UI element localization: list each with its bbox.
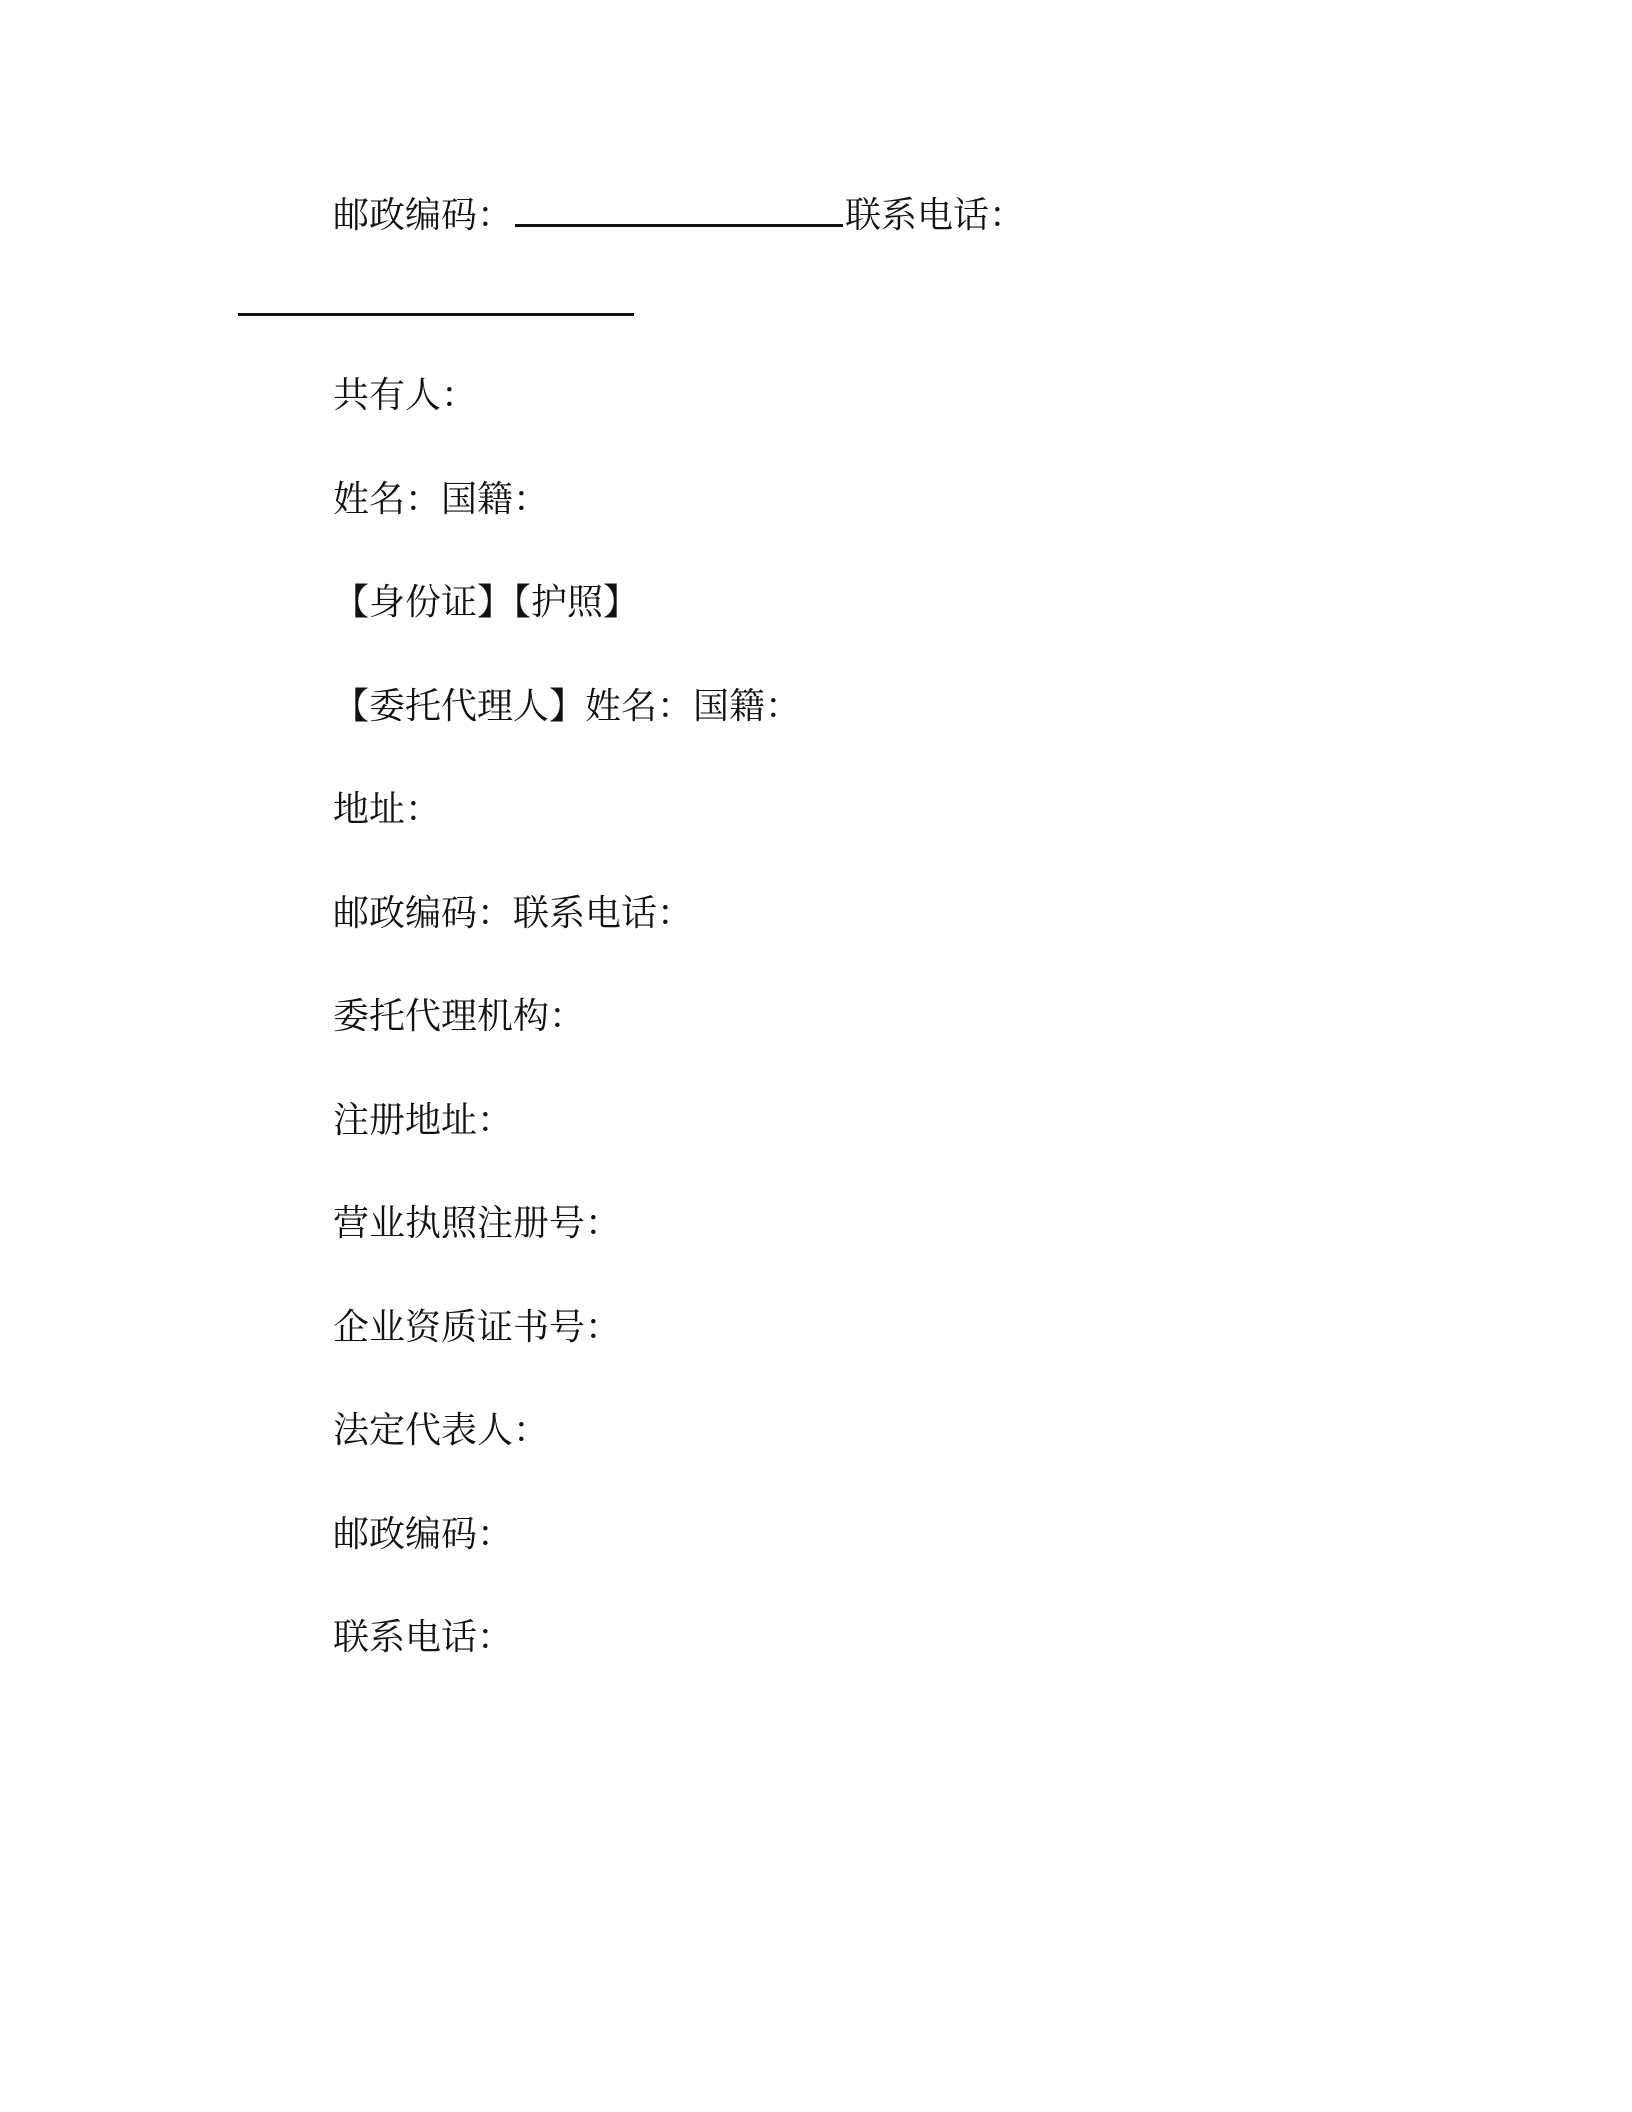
legal-rep-label: 法定代表人： bbox=[333, 1410, 550, 1451]
postal-phone-line bbox=[333, 192, 1025, 240]
registered-address-label: 注册地址： bbox=[333, 1100, 514, 1141]
phone-blank[interactable] bbox=[238, 283, 634, 316]
agent-postal-phone-label: 邮政编码：联系电话： bbox=[333, 893, 694, 934]
address-label: 地址： bbox=[333, 789, 442, 830]
postal-code-blank[interactable] bbox=[515, 194, 843, 227]
co-owner-label: 共有人： bbox=[333, 375, 478, 416]
agent-name-nationality-label: 【委托代理人】姓名：国籍： bbox=[333, 686, 802, 727]
qualification-cert-label: 企业资质证书号： bbox=[333, 1307, 622, 1348]
agency-phone-label: 联系电话： bbox=[333, 1617, 514, 1658]
id-passport-label: 【身份证】【护照】 bbox=[333, 582, 640, 623]
agency-postal-code-label: 邮政编码： bbox=[333, 1514, 514, 1555]
postal-code-label: 邮政编码： bbox=[333, 195, 514, 236]
phone-label: 联系电话： bbox=[845, 195, 1026, 236]
agency-label: 委托代理机构： bbox=[333, 996, 586, 1037]
business-license-label: 营业执照注册号： bbox=[333, 1203, 622, 1244]
name-nationality-label: 姓名：国籍： bbox=[333, 479, 550, 520]
